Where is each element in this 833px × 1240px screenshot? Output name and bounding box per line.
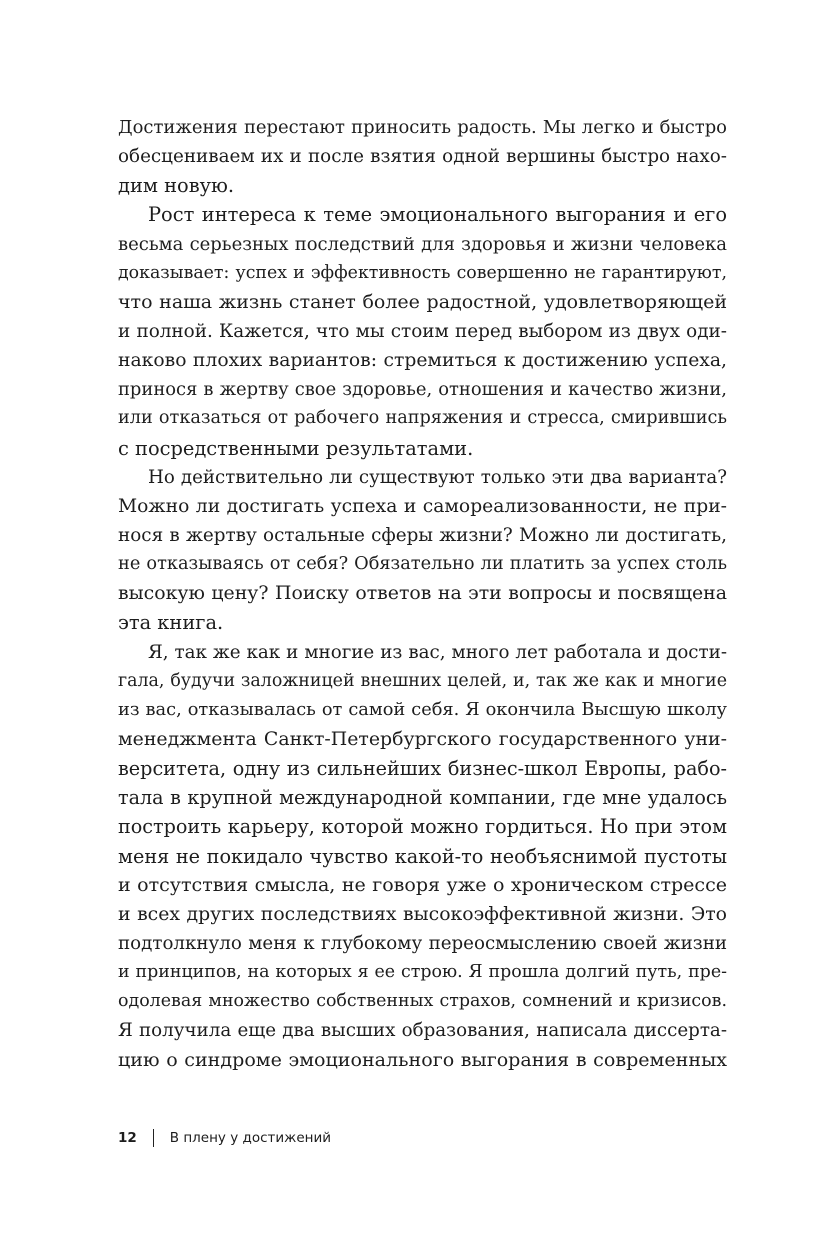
text-line: меня не покидало чувство какой-то необъяснимой пустоты [118, 844, 727, 868]
text-line: построить карьеру, которой можно гордиться. Но при этом [118, 815, 727, 839]
text-line: Рост интереса к теме эмоционального выгорания и его [148, 203, 727, 227]
text-line: и полной. Кажется, что мы стоим перед выбором из двух оди- [118, 320, 727, 342]
text-line: из вас, отказывалась от самой себя. Я окончила Высшую школу [118, 699, 727, 720]
text-line: с посредственными результатами. [118, 436, 474, 460]
text-line: и отсутствия смысла, не говоря уже о хроническом стрессе [118, 873, 727, 896]
footer-divider [153, 1129, 154, 1147]
text-line: и всех других последствиях высокоэффективной жизни. Это [118, 903, 727, 925]
text-line: менеджмента Санкт-Петербургского государственного уни- [118, 727, 727, 750]
text-line: Я, так же как и многие из вас, много лет работала и дости- [148, 641, 727, 663]
text-line: эта книга. [118, 611, 224, 635]
text-line: гала, будучи заложницей внешних целей, и, так же как и многие [118, 670, 727, 691]
text-line: верситета, одну из сильнейших бизнес-школ Европы, рабо- [118, 757, 727, 781]
paragraph [118, 200, 727, 462]
text-line: Можно ли достигать успеха и самореализованности, не при- [118, 495, 727, 517]
text-line: тала в крупной международной компании, где мне удалось [118, 786, 727, 810]
text-line: высокую цену? Поиску ответов на эти вопросы и посвящена [118, 582, 727, 605]
page-body [118, 113, 727, 1075]
running-title: В плену у достижений [169, 1130, 331, 1146]
text-line: или отказаться от рабочего напряжения и стресса, смирившись [118, 408, 727, 429]
text-line: Я получила еще два высших образования, написала диссерта- [118, 1020, 727, 1042]
page-footer [118, 1126, 331, 1150]
text-line: Достижения перестают приносить радость. Мы легко и быстро [118, 117, 727, 138]
text-line: нося в жертву остальные сферы жизни? Можно ли достигать, [118, 524, 727, 546]
paragraph [118, 638, 727, 1075]
paragraph [118, 113, 727, 200]
text-line: весьма серьезных последствий для здоровья и жизни человека [118, 233, 727, 255]
text-line: обесцениваем их и после взятия одной вершины быстро нахо- [118, 146, 727, 168]
text-line: принося в жертву свое здоровье, отношения и качество жизни, [118, 379, 727, 401]
text-line: дим новую. [118, 174, 235, 198]
text-line: одолевая множество собственных страхов, сомнений и кризисов. [118, 991, 727, 1012]
text-line: Но действительно ли существуют только эти два варианта? [148, 466, 727, 488]
page-number: 12 [118, 1130, 137, 1146]
text-line: наково плохих вариантов: стремиться к достижению успеха, [118, 350, 727, 372]
text-line: не отказываясь от себя? Обязательно ли платить за успех столь [118, 554, 727, 575]
text-line: что наша жизнь станет более радостной, удовлетворяющей [118, 290, 727, 313]
paragraph [118, 463, 727, 638]
text-line: подтолкнуло меня к глубокому переосмыслению своей жизни [118, 932, 727, 954]
text-line: цию о синдроме эмоционального выгорания в современных [118, 1048, 727, 1071]
text-line: и принципов, на которых я ее строю. Я прошла долгий путь, пре- [118, 962, 727, 983]
text-line: доказывает: успех и эффективность совершенно не гарантируют, [118, 262, 727, 283]
